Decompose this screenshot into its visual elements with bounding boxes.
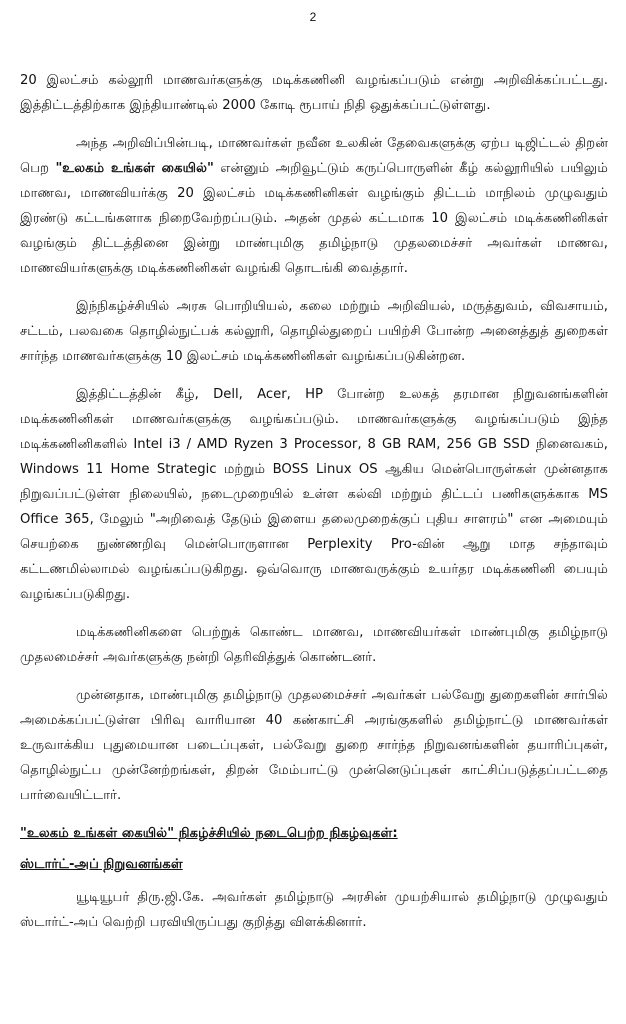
paragraph-thanks: மடிக்கணினிகளை பெற்றுக் கொண்ட மாணவ, மாணவியர்கள் மாண்புமிகு தமிழ்நாடு முதலமைச்சர் அவர்களுக்கு நன்றி தெரிவித்துக் கொண்டனர்.	[20, 625, 608, 665]
subsection-heading: ஸ்டார்ட்-அப் நிறுவனங்கள்	[20, 857, 183, 872]
paragraph-scheme-start: அந்த அறிவிப்பின்படி, மாணவர்கள் நவீன உலகின் தேவைகளுக்கு ஏற்ப டிஜிட்டல் திறன் பெற	[20, 136, 608, 176]
paragraph-intro: 20 இலட்சம் கல்லூரி மாணவர்களுக்கு மடிக்கணினி வழங்கப்படும் என்று அறிவிக்கப்பட்டது. இத்திட்டத்திற்காக இந்தியாண்டில் 2000 கோடி ரூபாய் நிதி ஒதுக்கப்பட்டுள்ளது.	[20, 73, 608, 113]
paragraph-startup: யூடியூபர் திரு.ஜி.கே. அவர்கள் தமிழ்நாடு அரசின் முயற்சியால் தமிழ்நாடு முழுவதும் ஸ்டார்ட்-அப் வெற்றி பரவியிருப்பது குறித்து விளக்கினார்.	[20, 890, 608, 930]
document-body	[20, 68, 608, 948]
paragraph-colleges: இந்நிகழ்ச்சியில் அரசு பொறியியல், கலை மற்றும் அறிவியல், மருத்துவம், விவசாயம், சட்டம், பலவகை தொழில்நுட்பக் கல்லூரி, தொழில்துறைப் பயிற்சி போன்ற அனைத்துத் துறைகள் சார்ந்த மாணவர்களுக்கு 10 இலட்சம் மடிக்கணினிகள் வழங்கப்படுகின்றன.	[20, 299, 608, 364]
paragraph-scheme-end: என்னும் அறிவூட்டும் கருப்பொருளின் கீழ் கல்லூரியில் பயிலும் மாணவ, மாணவியர்க்கு 20 இலட்சம் மடிக்கணினிகள் வழங்கும் திட்டம் மாநிலம் முழுவதும் இரண்டு கட்டங்களாக நிறைவேற்றப்படும். அதன் முதல் கட்டமாக 10 இலட்சம் மடிக்கணினிகள் வழங்கும் திட்டத்தினை இன்று மாண்புமிகு தமிழ்நாடு முதலமைச்சர் அவர்கள் மாணவ, மாணவியர்களுக்கு மடிக்கணினிகள் வழங்கி தொடங்கி வைத்தார்.	[20, 161, 608, 276]
paragraph-scheme	[20, 131, 608, 281]
page-number: 2	[309, 10, 317, 24]
paragraph-specs: இத்திட்டத்தின் கீழ், Dell, Acer, HP போன்ற உலகத் தரமான நிறுவனங்களின் மடிக்கணினிகள் மாணவர்களுக்கு வழங்கப்படும். மாணவர்களுக்கு வழங்கப்படும் இந்த மடிக்கணினிகளில் Intel i3 / AMD Ryzen 3 Processor, 8 GB RAM, 256 GB SSD நினைவகம், Windows 11 Home Strategic மற்றும் BOSS Linux OS ஆகிய மென்பொருள்கள் முன்னதாக நிறுவப்பட்டுள்ள நிலையில், நடைமுறையில் உள்ள கல்வி மற்றும் திட்டப் பணிகளுக்காக MS Office 365, மேலும் "அறிவைத் தேடும் இளைய தலைமுறைக்குப் புதிய சாளரம்" என அமையும் செயற்கை நுண்ணறிவு மென்பொருளான Perplexity Pro-வின் ஆறு மாத சந்தாவும் கட்டணமில்லாமல் வழங்கப்படுகிறது. ஒவ்வொரு மாணவருக்கும் உயர்தர மடிக்கணினி பையும் வழங்கப்படுகிறது.	[20, 387, 608, 602]
scheme-name-bold: "உலகம் உங்கள் கையில்"	[55, 161, 214, 176]
section-heading: "உலகம் உங்கள் கையில்" நிகழ்ச்சியில் நடைபெற்ற நிகழ்வுகள்:	[20, 826, 398, 841]
paragraph-exhibition: முன்னதாக, மாண்புமிகு தமிழ்நாடு முதலமைச்சர் அவர்கள் பல்வேறு துறைகளின் சார்பில் அமைக்கப்பட்டுள்ள பிரிவு வாரியான 40 கண்காட்சி அரங்குகளில் தமிழ்நாட்டு மாணவர்கள் உருவாக்கிய புதுமையான படைப்புகள், பல்வேறு துறை சார்ந்த நிறுவனங்களின் தயாரிப்புகள், தொழில்நுட்ப முன்னேற்றங்கள், திறன் மேம்பாட்டு முன்னெடுப்புகள் காட்சிப்படுத்தப்பட்டதை பார்வையிட்டார்.	[20, 688, 608, 803]
